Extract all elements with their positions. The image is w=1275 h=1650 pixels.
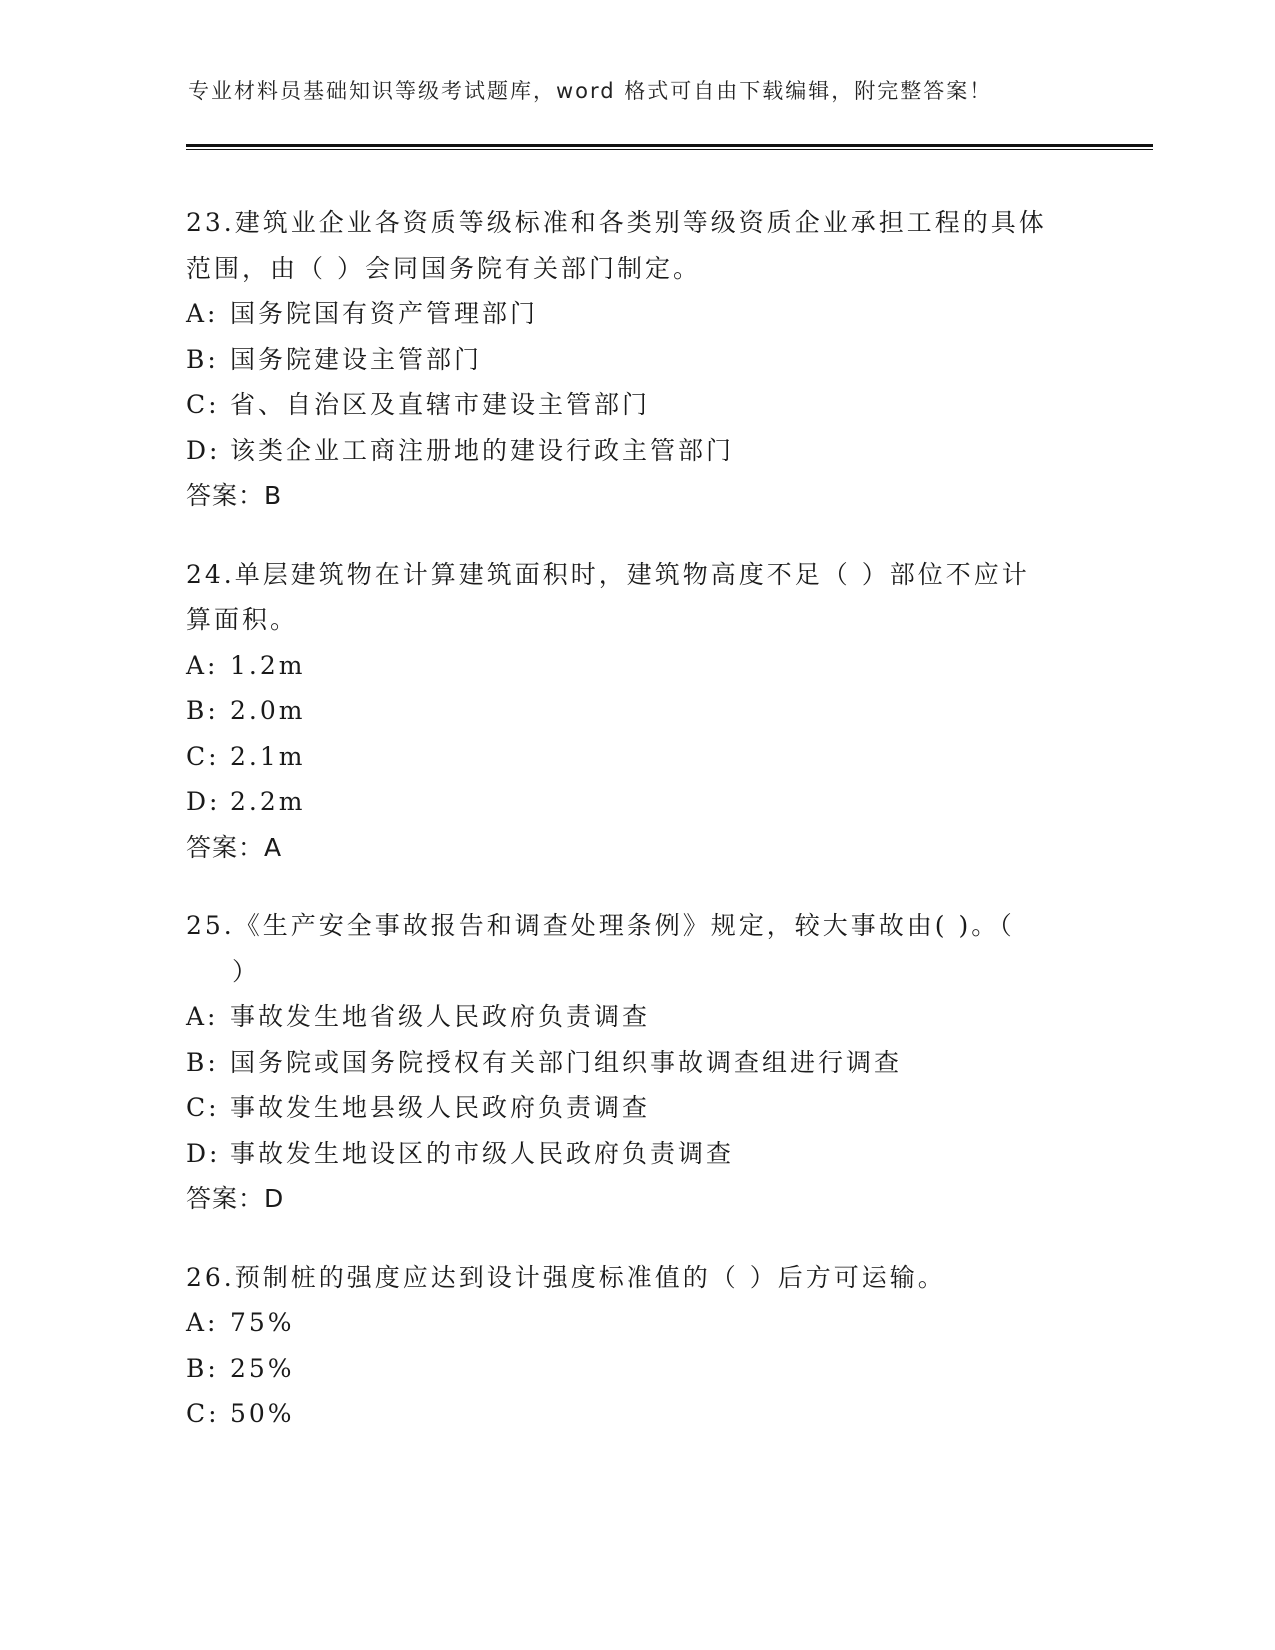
option-key: D: xyxy=(186,1138,221,1168)
option-c xyxy=(186,1391,1066,1437)
option-b xyxy=(186,1346,1066,1392)
option-a xyxy=(186,994,1066,1040)
option-text: 省、自治区及直辖市建设主管部门 xyxy=(230,390,651,419)
option-b xyxy=(186,1040,1066,1086)
option-text: 该类企业工商注册地的建设行政主管部门 xyxy=(230,435,735,465)
option-text: 75% xyxy=(230,1308,295,1337)
option-key: C: xyxy=(186,1093,220,1122)
option-key: A: xyxy=(186,1002,219,1031)
question-stem-line: 25.《生产安全事故报告和调查处理条例》规定，较大事故由( )。（ xyxy=(186,911,1015,940)
option-text: 国务院或国务院授权有关部门组织事故调查组进行调查 xyxy=(230,1047,903,1077)
answer-line: 答案：B xyxy=(186,481,283,510)
option-text: 事故发生地设区的市级人民政府负责调查 xyxy=(230,1138,735,1168)
option-b xyxy=(186,337,1066,383)
question-25 xyxy=(186,903,1066,1222)
page-header: 专业材料员基础知识等级考试题库，word 格式可自由下载编辑，附完整答案！ xyxy=(188,79,993,103)
question-stem-line: 24.单层建筑物在计算建筑面积时，建筑物高度不足（ ）部位不应计 xyxy=(186,559,1030,589)
option-text: 2.2m xyxy=(230,787,306,816)
header-rule-thick xyxy=(186,144,1153,147)
question-23 xyxy=(186,200,1066,519)
option-d xyxy=(186,428,1066,474)
option-d xyxy=(186,779,1066,825)
option-key: C: xyxy=(186,390,220,419)
option-text: 国务院国有资产管理部门 xyxy=(230,299,539,328)
option-key: A: xyxy=(186,1308,219,1337)
option-text: 50% xyxy=(230,1399,295,1428)
question-list xyxy=(186,200,1066,1470)
option-a xyxy=(186,1300,1066,1346)
option-c xyxy=(186,1085,1066,1131)
question-stem-line: 26.预制桩的强度应达到设计强度标准值的（ ）后方可运输。 xyxy=(186,1262,946,1292)
option-key: D: xyxy=(186,435,221,465)
answer-line: 答案：A xyxy=(186,832,283,862)
question-stem-line: ） xyxy=(232,956,261,986)
answer-line: 答案：D xyxy=(186,1184,285,1213)
question-stem-line: 23.建筑业企业各资质等级标准和各类别等级资质企业承担工程的具体 xyxy=(186,208,1047,237)
option-text: 2.1m xyxy=(230,741,306,771)
option-key: C: xyxy=(186,741,220,771)
option-key: C: xyxy=(186,1399,220,1428)
option-key: B: xyxy=(186,1353,219,1383)
question-24 xyxy=(186,552,1066,871)
option-text: 25% xyxy=(230,1353,295,1383)
option-key: B: xyxy=(186,696,219,725)
option-text: 事故发生地县级人民政府负责调查 xyxy=(230,1093,651,1122)
option-text: 1.2m xyxy=(230,650,306,680)
option-text: 国务院建设主管部门 xyxy=(230,344,483,374)
option-b xyxy=(186,688,1066,734)
option-text: 2.0m xyxy=(230,696,306,725)
option-text: 事故发生地省级人民政府负责调查 xyxy=(230,1002,651,1031)
option-a xyxy=(186,643,1066,689)
option-c xyxy=(186,382,1066,428)
option-key: A: xyxy=(186,650,219,680)
option-key: B: xyxy=(186,344,219,374)
option-key: B: xyxy=(186,1047,219,1077)
option-a xyxy=(186,291,1066,337)
question-stem-line: 范围，由（ ）会同国务院有关部门制定。 xyxy=(186,253,701,283)
option-d xyxy=(186,1131,1066,1177)
option-key: D: xyxy=(186,787,221,816)
option-key: A: xyxy=(186,299,219,328)
header-rule-thin xyxy=(186,149,1153,150)
option-c xyxy=(186,734,1066,780)
question-stem-line: 算面积。 xyxy=(186,605,299,634)
question-26 xyxy=(186,1255,1066,1437)
